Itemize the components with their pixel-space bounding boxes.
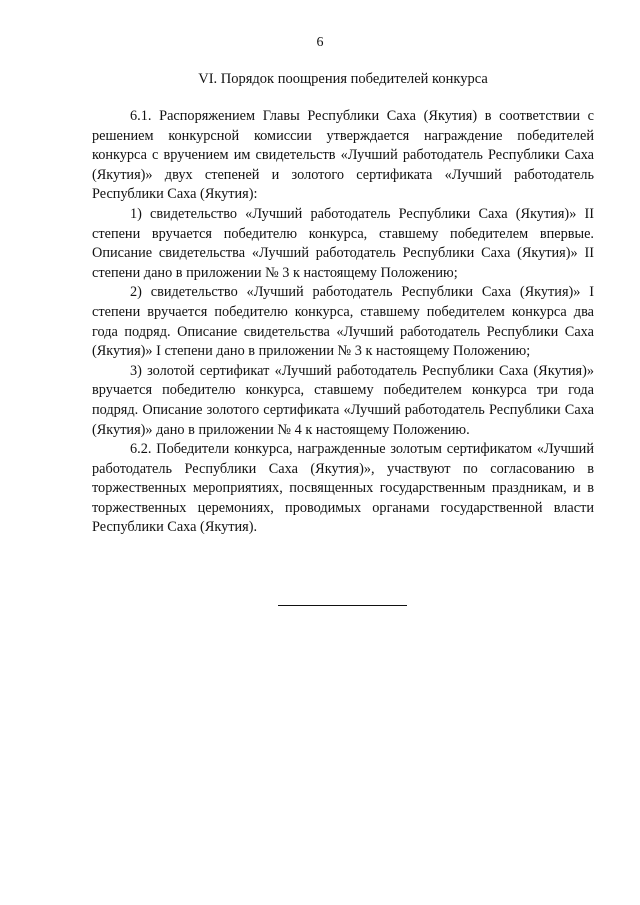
paragraph-6-2: 6.2. Победители конкурса, награжденные золотым сертификатом «Лучший работодатель Республики Саха (Якутия)», участвуют по согласованию в торжественных мероприятиях, посвященных государственным праздникам, и в торжественных церемониях, проводимых органами государственной власти Республики Саха (Якутия). [92, 441, 594, 536]
end-separator-line [278, 605, 407, 606]
list-item-1: 1) свидетельство «Лучший работодатель Республики Саха (Якутия)» II степени вручается победителю конкурса, ставшему победителем впервые. Описание свидетельства «Лучший работодатель Республики Саха (Якутия)» II степени дано в приложении № 3 к настоящему Положению; [92, 205, 594, 281]
page-number: 6 [316, 35, 324, 50]
section-title: VI. Порядок поощрения победителей конкурса [198, 71, 488, 87]
list-item-2: 2) свидетельство «Лучший работодатель Республики Саха (Якутия)» I степени вручается победителю конкурса, ставшему победителем конкурса два года подряд. Описание свидетельства «Лучший работодатель Республики Саха (Якутия)» I степени дано в приложении № 3 к настоящему Положению; [92, 284, 594, 360]
paragraph-6-1: 6.1. Распоряжением Главы Республики Саха (Якутия) в соответствии с решением конкурсной комиссии утверждается награждение победителей конкурса с вручением им свидетельств «Лучший работодатель Республики Саха (Якутия)» двух степеней и золотого сертификата «Лучший работодатель Республики Саха (Якутия): [92, 108, 594, 203]
list-item-3: 3) золотой сертификат «Лучший работодатель Республики Саха (Якутия)» вручается победителю конкурса, ставшему победителем конкурса три года подряд. Описание золотого сертификата «Лучший работодатель Республики Саха (Якутия)» дано в приложении № 4 к настоящему Положению. [92, 362, 594, 438]
document-body [92, 107, 594, 538]
